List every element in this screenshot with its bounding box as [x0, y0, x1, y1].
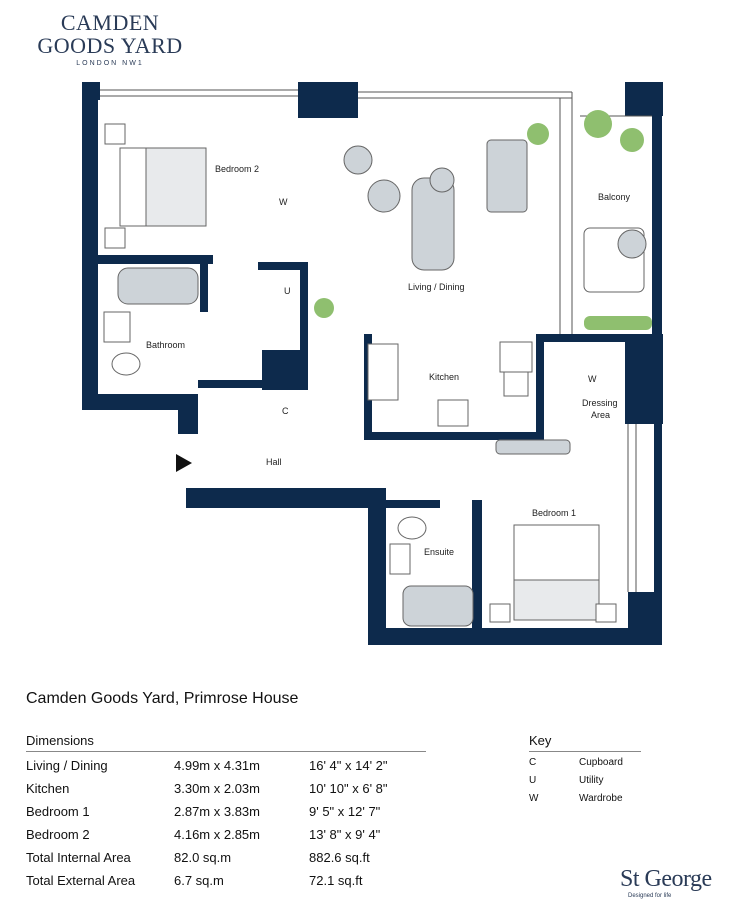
st-george-logo: St George: [620, 866, 712, 892]
table-row: [26, 846, 429, 869]
wardrobe-marker: W: [279, 197, 288, 207]
metric-size: 4.16m x 2.85m: [174, 827, 260, 842]
room-name: Kitchen: [26, 781, 70, 796]
brand-line-1: CAMDEN: [60, 10, 160, 35]
room-dressing-line-1: Dressing: [582, 398, 618, 408]
room-hall: Hall: [266, 457, 282, 467]
metric-size: 3.30m x 2.03m: [174, 781, 260, 796]
imperial-size: 882.6 sq.ft: [309, 850, 370, 865]
room-bedroom-1: Bedroom 1: [532, 508, 577, 518]
key-label: Utility: [579, 774, 604, 786]
dimensions-divider: [26, 751, 426, 752]
brand-location: LONDON NW1: [76, 60, 144, 67]
cupboard-marker: C: [282, 406, 289, 416]
imperial-size: 13' 8" x 9' 4": [309, 827, 381, 842]
metric-size: 82.0 sq.m: [174, 850, 232, 865]
plants: [314, 110, 652, 330]
property-heading: Camden Goods Yard, Primrose House: [26, 690, 299, 707]
imperial-size: 10' 10" x 6' 8": [309, 781, 388, 796]
room-name: Bedroom 2: [26, 827, 90, 842]
entrance-arrow-icon: [176, 454, 192, 472]
list-item: [529, 753, 623, 771]
key-divider: [529, 751, 641, 752]
room-name: Bedroom 1: [26, 804, 90, 819]
imperial-size: 72.1 sq.ft: [309, 873, 363, 888]
key-code: U: [529, 774, 537, 786]
dimensions-table: [26, 754, 429, 892]
room-living-dining: Living / Dining: [408, 282, 465, 292]
room-balcony: Balcony: [598, 192, 631, 202]
room-name: Total Internal Area: [26, 850, 131, 865]
logo-tagline: Designed for life: [628, 893, 672, 899]
room-dressing-line-2: Area: [591, 410, 611, 420]
room-bathroom: Bathroom: [146, 340, 186, 350]
key-table: [529, 753, 623, 807]
imperial-size: 9' 5" x 12' 7": [309, 804, 381, 819]
dimensions-title: Dimensions: [26, 733, 94, 748]
key-label: Cupboard: [579, 756, 623, 768]
utility-marker: U: [284, 286, 291, 296]
metric-size: 6.7 sq.m: [174, 873, 224, 888]
metric-size: 4.99m x 4.31m: [174, 758, 260, 773]
key-code: W: [529, 792, 539, 804]
key-title: Key: [529, 733, 552, 748]
table-row: [26, 823, 429, 846]
room-name: Living / Dining: [26, 758, 108, 773]
room-ensuite: Ensuite: [424, 547, 455, 557]
table-row: [26, 800, 429, 823]
table-row: [26, 869, 429, 892]
wardrobe-marker: W: [588, 374, 597, 384]
list-item: [529, 771, 623, 789]
table-row: [26, 777, 429, 800]
metric-size: 2.87m x 3.83m: [174, 804, 260, 819]
room-bedroom-2: Bedroom 2: [215, 164, 260, 174]
key-code: C: [529, 756, 537, 768]
key-label: Wardrobe: [579, 792, 623, 804]
list-item: [529, 789, 623, 807]
room-name: Total External Area: [26, 873, 136, 888]
table-row: [26, 754, 429, 777]
room-kitchen: Kitchen: [429, 372, 460, 382]
brand-line-2: GOODS YARD: [37, 33, 183, 58]
imperial-size: 16' 4" x 14' 2": [309, 758, 388, 773]
